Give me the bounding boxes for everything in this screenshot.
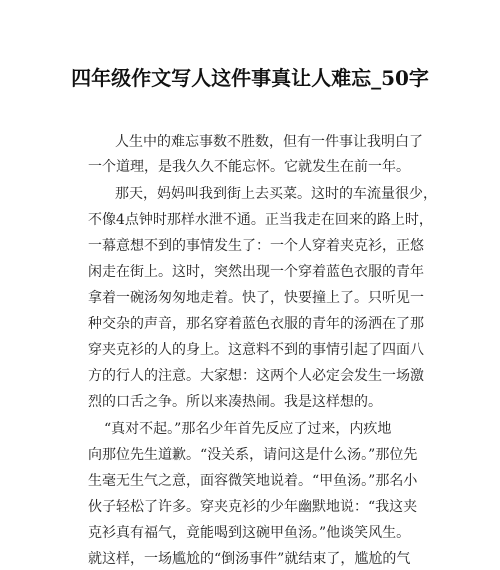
text-line: 不像4点钟时那样水泄不通。正当我走在回来的路上时， xyxy=(88,212,433,228)
text-line: 种交杂的声音，那名穿着蓝色衣服的青年的汤洒在了那 xyxy=(88,316,424,332)
text-line: 拿着一碗汤匆匆地走着。快了，快要撞上了。只听见一 xyxy=(88,290,424,306)
text-line: 就这样，一场尴尬的“倒汤事件”就结束了，尴尬的气 xyxy=(88,551,411,567)
text-line: 生毫无生气之意，面容微笑地说着。“甲鱼汤。”那名小 xyxy=(88,473,418,489)
text-line: 那天，妈妈叫我到街上去买菜。这时的车流量很少， xyxy=(115,186,437,202)
text-line: 伙子轻松了许多。穿夹克衫的少年幽默地说：“我这夹 xyxy=(88,499,418,515)
text-line: 烈的口舌之争。所以来凑热闹。我是这样想的。 xyxy=(88,394,382,410)
text-line: 一个道理，是我久久不能忘怀。它就发生在前一年。 xyxy=(88,159,410,175)
document-title: 四年级作文写人这件事真让人难忘_50字 xyxy=(71,66,429,90)
text-line: 克衫真有福气，竟能喝到这碗甲鱼汤。”他谈笑风生。 xyxy=(88,525,411,541)
text-line: 穿夹克衫的人的身上。这意料不到的事情引起了四面八 xyxy=(88,342,424,358)
text-line: 向那位先生道歉。“没关系，请问这是什么汤。”那位先 xyxy=(88,447,418,463)
text-line: 闲走在街上。这时，突然出现一个穿着蓝色衣服的青年 xyxy=(88,264,424,280)
text-line: “真对不起。”那名少年首先反应了过来，内疚地 xyxy=(104,421,392,437)
text-line: 人生中的难忘事数不胜数，但有一件事让我明白了 xyxy=(115,134,423,150)
text-line: 方的行人的注意。大家想：这两个人必定会发生一场激 xyxy=(88,368,424,384)
text-line: 一幕意想不到的事情发生了：一个人穿着夹克衫，正悠 xyxy=(88,238,424,254)
